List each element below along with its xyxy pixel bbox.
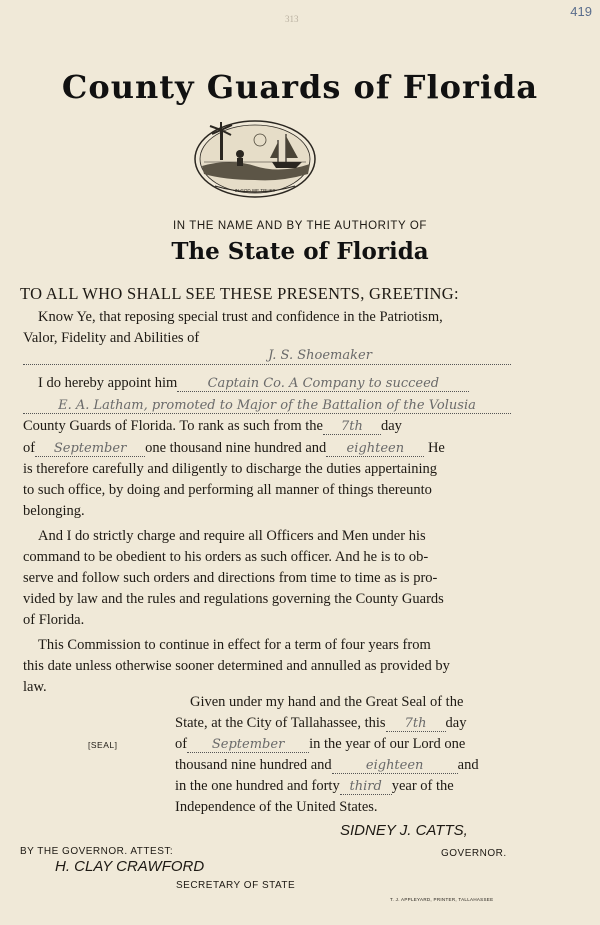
faint-mark: 313 [285, 14, 299, 24]
para2-line4 [23, 440, 445, 457]
governor-title: GOVERNOR. [441, 848, 507, 859]
given-line4 [175, 757, 479, 774]
name-field: J. S. Shoemaker [268, 348, 372, 363]
greeting: TO ALL WHO SHALL SEE THESE PRESENTS, GREETING: [20, 284, 459, 303]
appointment-field-line2: E. A. Latham, promoted to Major of the Battalion of the Volusia [23, 398, 511, 414]
given-line1: Given under my hand and the Great Seal of the [190, 694, 464, 710]
para1-line1: Know Ye, that reposing special trust and confidence in the Patriotism, [38, 309, 443, 325]
para3-line3: serve and follow such orders and directions from time to time as is pro- [23, 570, 438, 586]
seal-motto: IN GOD WE TRUST [234, 188, 276, 193]
attest-line: BY THE GOVERNOR. ATTEST: [20, 846, 174, 857]
given-line5 [175, 778, 454, 795]
authority-line: IN THE NAME AND BY THE AUTHORITY OF [172, 220, 428, 232]
given-year-of-text: year of the [391, 778, 454, 794]
state-title: The State of Florida [171, 238, 429, 265]
para2-line1 [38, 375, 469, 392]
para2-line2 [23, 397, 511, 414]
para2-line6: to such office, by doing and performing all manner of things thereunto [23, 482, 432, 498]
given-day-text: day [445, 715, 467, 731]
given-line6: Independence of the United States. [175, 799, 378, 815]
seal-label: [SEAL] [88, 740, 118, 750]
printer-imprint: T. J. APPLEYARD, PRINTER, TALLAHASSEE [390, 897, 494, 902]
given-city-text: State, at the City of Tallahassee, this [175, 715, 386, 731]
para2-line7: belonging. [23, 503, 85, 519]
he-text: He [427, 440, 445, 456]
given-year-field: eighteen [332, 758, 458, 774]
para3-line5: of Florida. [23, 612, 85, 628]
given-and-text: and [457, 757, 479, 773]
year-text: one thousand nine hundred and [145, 440, 327, 456]
given-thousand-text: thousand nine hundred and [175, 757, 332, 773]
secretary-title: SECRETARY OF STATE [176, 880, 296, 891]
page-number: 419 [570, 4, 592, 19]
given-line2 [175, 715, 466, 732]
rank-month-field: September [35, 441, 145, 457]
day-text: day [380, 418, 402, 434]
given-day-field: 7th [386, 716, 446, 732]
given-month-field: September [187, 737, 309, 753]
of-text: of [23, 440, 36, 456]
para3-line1: And I do strictly charge and require all Officers and Men under his [38, 528, 426, 544]
given-lord-text: in the year of our Lord one [309, 736, 466, 752]
para3-line4: vided by law and the rules and regulations governing the County Guards [23, 591, 444, 607]
secretary-name: H. CLAY CRAWFORD [55, 858, 205, 875]
rank-year-field: eighteen [326, 441, 424, 457]
appointment-field-line1: Captain Co. A Company to succeed [177, 376, 469, 392]
independence-year-field: third [340, 779, 392, 795]
para2-line5: is therefore carefully and diligently to discharge the duties appertaining [23, 461, 438, 477]
given-forty-text: in the one hundred and forty [175, 778, 340, 794]
rank-from-text: County Guards of Florida. To rank as such from the [23, 418, 323, 434]
para2-line3 [23, 418, 402, 435]
appoint-prefix: I do hereby appoint him [38, 375, 178, 391]
para3-line2: command to be obedient to his orders as such officer. And he is to ob- [23, 549, 429, 565]
para4-line1: This Commission to continue in effect for a term of four years from [38, 637, 431, 653]
para4-line2: this date unless otherwise sooner determined and annulled as provided by [23, 658, 450, 674]
given-of-text: of [175, 736, 188, 752]
given-line3 [175, 736, 465, 753]
rank-day-field: 7th [323, 419, 381, 435]
governor-name: SIDNEY J. CATTS, [340, 822, 468, 839]
para1-line2: Valor, Fidelity and Abilities of [23, 330, 200, 346]
state-seal-image [190, 118, 320, 200]
name-dotted-line [23, 364, 511, 365]
document-title: County Guards of Florida [61, 68, 539, 106]
para4-line3: law. [23, 679, 47, 695]
